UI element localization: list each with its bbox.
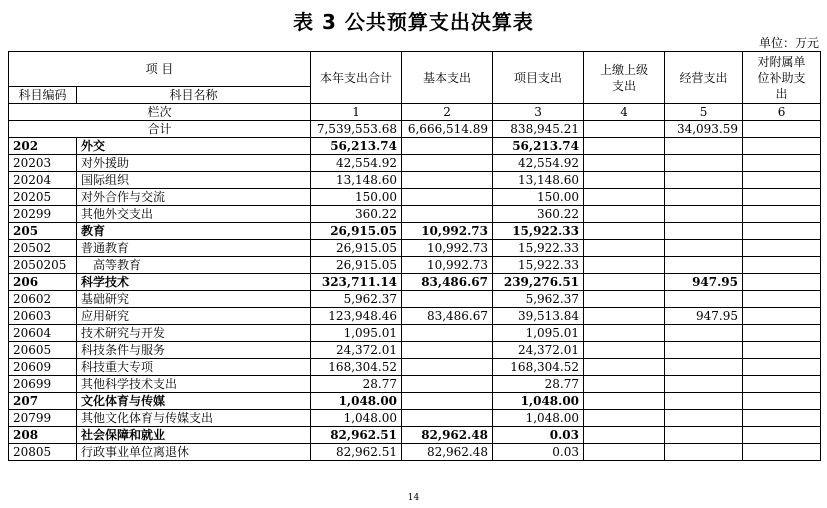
table-row bbox=[9, 189, 821, 206]
subject-code: 20609 bbox=[9, 359, 77, 376]
amount-cell bbox=[665, 393, 743, 410]
subject-name: 基础研究 bbox=[77, 291, 311, 308]
amount-cell bbox=[402, 189, 493, 206]
amount-cell: 26,915.05 bbox=[311, 257, 402, 274]
amount-cell: 42,554.92 bbox=[311, 155, 402, 172]
table-row bbox=[9, 155, 821, 172]
header-subsidy: 对附属单位补助支出 bbox=[743, 52, 821, 104]
amount-cell: 168,304.52 bbox=[493, 359, 584, 376]
amount-cell bbox=[665, 444, 743, 461]
total-cell bbox=[584, 121, 665, 138]
amount-cell bbox=[665, 291, 743, 308]
subject-code: 20604 bbox=[9, 325, 77, 342]
amount-cell: 1,048.00 bbox=[311, 393, 402, 410]
amount-cell bbox=[402, 325, 493, 342]
subject-name: 教育 bbox=[77, 223, 311, 240]
amount-cell: 323,711.14 bbox=[311, 274, 402, 291]
subject-code: 2050205 bbox=[9, 257, 77, 274]
subject-code: 20204 bbox=[9, 172, 77, 189]
amount-cell bbox=[665, 138, 743, 155]
column-index-cell: 2 bbox=[402, 104, 493, 121]
amount-cell bbox=[743, 308, 821, 325]
amount-cell bbox=[743, 257, 821, 274]
amount-cell bbox=[743, 223, 821, 240]
amount-cell: 5,962.37 bbox=[493, 291, 584, 308]
subject-name: 其他外交支出 bbox=[77, 206, 311, 223]
amount-cell: 10,992.73 bbox=[402, 223, 493, 240]
amount-cell: 28.77 bbox=[493, 376, 584, 393]
column-index-label: 栏次 bbox=[9, 104, 311, 121]
amount-cell bbox=[743, 444, 821, 461]
amount-cell: 168,304.52 bbox=[311, 359, 402, 376]
amount-cell: 1,095.01 bbox=[493, 325, 584, 342]
header-business: 经营支出 bbox=[665, 52, 743, 104]
amount-cell: 239,276.51 bbox=[493, 274, 584, 291]
amount-cell bbox=[584, 359, 665, 376]
amount-cell bbox=[743, 427, 821, 444]
amount-cell bbox=[665, 155, 743, 172]
subject-code: 207 bbox=[9, 393, 77, 410]
amount-cell bbox=[665, 172, 743, 189]
amount-cell bbox=[665, 427, 743, 444]
amount-cell bbox=[584, 393, 665, 410]
amount-cell bbox=[665, 376, 743, 393]
amount-cell bbox=[402, 342, 493, 359]
subject-code: 205 bbox=[9, 223, 77, 240]
amount-cell bbox=[665, 240, 743, 257]
amount-cell bbox=[665, 359, 743, 376]
total-cell: 838,945.21 bbox=[493, 121, 584, 138]
amount-cell: 28.77 bbox=[311, 376, 402, 393]
amount-cell: 947.95 bbox=[665, 274, 743, 291]
unit-label: 单位：万元 bbox=[758, 36, 819, 50]
subject-code: 20502 bbox=[9, 240, 77, 257]
subject-code: 20805 bbox=[9, 444, 77, 461]
amount-cell: 26,915.05 bbox=[311, 240, 402, 257]
subject-code: 206 bbox=[9, 274, 77, 291]
table-row bbox=[9, 444, 821, 461]
amount-cell: 82,962.51 bbox=[311, 427, 402, 444]
amount-cell bbox=[743, 189, 821, 206]
amount-cell bbox=[665, 206, 743, 223]
amount-cell bbox=[665, 257, 743, 274]
header-name: 科目名称 bbox=[77, 87, 311, 104]
amount-cell: 1,048.00 bbox=[311, 410, 402, 427]
amount-cell bbox=[743, 359, 821, 376]
amount-cell: 56,213.74 bbox=[493, 138, 584, 155]
amount-cell: 13,148.60 bbox=[311, 172, 402, 189]
amount-cell: 360.22 bbox=[311, 206, 402, 223]
amount-cell bbox=[743, 291, 821, 308]
subject-code: 20605 bbox=[9, 342, 77, 359]
amount-cell bbox=[743, 155, 821, 172]
amount-cell bbox=[665, 223, 743, 240]
amount-cell bbox=[665, 342, 743, 359]
amount-cell: 0.03 bbox=[493, 427, 584, 444]
amount-cell bbox=[584, 172, 665, 189]
amount-cell: 150.00 bbox=[493, 189, 584, 206]
table-row bbox=[9, 359, 821, 376]
table-row bbox=[9, 274, 821, 291]
header-basic: 基本支出 bbox=[402, 52, 493, 104]
column-index-cell: 1 bbox=[311, 104, 402, 121]
amount-cell bbox=[584, 223, 665, 240]
header-total: 本年支出合计 bbox=[311, 52, 402, 104]
amount-cell: 10,992.73 bbox=[402, 257, 493, 274]
amount-cell bbox=[743, 206, 821, 223]
column-index-cell: 5 bbox=[665, 104, 743, 121]
amount-cell: 24,372.01 bbox=[493, 342, 584, 359]
subject-code: 20699 bbox=[9, 376, 77, 393]
amount-cell: 39,513.84 bbox=[493, 308, 584, 325]
amount-cell bbox=[584, 257, 665, 274]
amount-cell bbox=[584, 427, 665, 444]
subject-code: 208 bbox=[9, 427, 77, 444]
amount-cell: 1,095.01 bbox=[311, 325, 402, 342]
amount-cell: 56,213.74 bbox=[311, 138, 402, 155]
amount-cell bbox=[402, 138, 493, 155]
table-row bbox=[9, 172, 821, 189]
amount-cell: 1,048.00 bbox=[493, 393, 584, 410]
amount-cell: 82,962.48 bbox=[402, 427, 493, 444]
subject-name: 对外合作与交流 bbox=[77, 189, 311, 206]
amount-cell bbox=[402, 172, 493, 189]
header-code: 科目编码 bbox=[9, 87, 77, 104]
table-row bbox=[9, 138, 821, 155]
total-cell bbox=[743, 121, 821, 138]
amount-cell: 360.22 bbox=[493, 206, 584, 223]
table-row bbox=[9, 223, 821, 240]
subject-name: 对外援助 bbox=[77, 155, 311, 172]
amount-cell bbox=[402, 206, 493, 223]
amount-cell: 83,486.67 bbox=[402, 274, 493, 291]
subject-name: 其他文化体育与传媒支出 bbox=[77, 410, 311, 427]
table-row bbox=[9, 206, 821, 223]
table-row bbox=[9, 393, 821, 410]
amount-cell: 15,922.33 bbox=[493, 257, 584, 274]
subject-name: 普通教育 bbox=[77, 240, 311, 257]
column-index-cell: 6 bbox=[743, 104, 821, 121]
amount-cell bbox=[584, 376, 665, 393]
amount-cell: 82,962.51 bbox=[311, 444, 402, 461]
amount-cell bbox=[584, 189, 665, 206]
amount-cell: 24,372.01 bbox=[311, 342, 402, 359]
column-index-cell: 3 bbox=[493, 104, 584, 121]
amount-cell bbox=[584, 325, 665, 342]
subject-name: 应用研究 bbox=[77, 308, 311, 325]
amount-cell bbox=[402, 376, 493, 393]
amount-cell: 42,554.92 bbox=[493, 155, 584, 172]
amount-cell bbox=[743, 410, 821, 427]
total-row bbox=[9, 121, 821, 138]
amount-cell bbox=[584, 138, 665, 155]
subject-code: 20205 bbox=[9, 189, 77, 206]
amount-cell bbox=[402, 359, 493, 376]
table-row bbox=[9, 308, 821, 325]
amount-cell: 83,486.67 bbox=[402, 308, 493, 325]
header-upper: 上缴上级支出 bbox=[584, 52, 665, 104]
amount-cell bbox=[584, 410, 665, 427]
subject-code: 20799 bbox=[9, 410, 77, 427]
amount-cell: 947.95 bbox=[665, 308, 743, 325]
subject-name: 科技重大专项 bbox=[77, 359, 311, 376]
amount-cell: 26,915.05 bbox=[311, 223, 402, 240]
amount-cell bbox=[743, 172, 821, 189]
table-row bbox=[9, 427, 821, 444]
amount-cell bbox=[584, 240, 665, 257]
total-cell: 7,539,553.68 bbox=[311, 121, 402, 138]
amount-cell bbox=[743, 274, 821, 291]
amount-cell bbox=[402, 155, 493, 172]
amount-cell bbox=[584, 308, 665, 325]
subject-code: 20603 bbox=[9, 308, 77, 325]
amount-cell bbox=[743, 393, 821, 410]
amount-cell bbox=[584, 155, 665, 172]
amount-cell: 1,048.00 bbox=[493, 410, 584, 427]
amount-cell bbox=[584, 274, 665, 291]
amount-cell: 15,922.33 bbox=[493, 223, 584, 240]
amount-cell bbox=[743, 342, 821, 359]
table-row bbox=[9, 257, 821, 274]
table-row bbox=[9, 376, 821, 393]
page-title: 表 3 公共预算支出决算表 bbox=[293, 10, 534, 34]
header-project: 项目支出 bbox=[493, 52, 584, 104]
amount-cell bbox=[665, 325, 743, 342]
amount-cell: 10,992.73 bbox=[402, 240, 493, 257]
table-row bbox=[9, 325, 821, 342]
column-index-cell: 4 bbox=[584, 104, 665, 121]
total-cell: 34,093.59 bbox=[665, 121, 743, 138]
amount-cell: 0.03 bbox=[493, 444, 584, 461]
total-label: 合计 bbox=[9, 121, 311, 138]
amount-cell: 15,922.33 bbox=[493, 240, 584, 257]
amount-cell bbox=[402, 393, 493, 410]
amount-cell bbox=[743, 325, 821, 342]
total-cell: 6,666,514.89 bbox=[402, 121, 493, 138]
amount-cell bbox=[743, 376, 821, 393]
amount-cell bbox=[402, 410, 493, 427]
table-row bbox=[9, 410, 821, 427]
amount-cell bbox=[743, 138, 821, 155]
amount-cell: 5,962.37 bbox=[311, 291, 402, 308]
subject-name: 技术研究与开发 bbox=[77, 325, 311, 342]
page-number: 14 bbox=[407, 493, 420, 503]
amount-cell bbox=[584, 206, 665, 223]
amount-cell bbox=[665, 189, 743, 206]
subject-name: 文化体育与传媒 bbox=[77, 393, 311, 410]
table-row bbox=[9, 342, 821, 359]
table-row bbox=[9, 240, 821, 257]
subject-code: 20203 bbox=[9, 155, 77, 172]
subject-name: 科技条件与服务 bbox=[77, 342, 311, 359]
subject-code: 20299 bbox=[9, 206, 77, 223]
subject-code: 20602 bbox=[9, 291, 77, 308]
amount-cell bbox=[584, 342, 665, 359]
header-item: 项 目 bbox=[9, 52, 311, 87]
subject-code: 202 bbox=[9, 138, 77, 155]
column-index-row bbox=[9, 104, 821, 121]
amount-cell: 13,148.60 bbox=[493, 172, 584, 189]
subject-name: 高等教育 bbox=[77, 257, 311, 274]
subject-name: 科学技术 bbox=[77, 274, 311, 291]
amount-cell: 82,962.48 bbox=[402, 444, 493, 461]
amount-cell bbox=[743, 240, 821, 257]
amount-cell bbox=[402, 291, 493, 308]
amount-cell bbox=[584, 291, 665, 308]
table-row bbox=[9, 291, 821, 308]
amount-cell bbox=[584, 444, 665, 461]
amount-cell: 123,948.46 bbox=[311, 308, 402, 325]
subject-name: 行政事业单位离退休 bbox=[77, 444, 311, 461]
subject-name: 其他科学技术支出 bbox=[77, 376, 311, 393]
amount-cell bbox=[665, 410, 743, 427]
subject-name: 国际组织 bbox=[77, 172, 311, 189]
subject-name: 外交 bbox=[77, 138, 311, 155]
subject-name: 社会保障和就业 bbox=[77, 427, 311, 444]
expenditure-table bbox=[8, 51, 821, 461]
amount-cell: 150.00 bbox=[311, 189, 402, 206]
